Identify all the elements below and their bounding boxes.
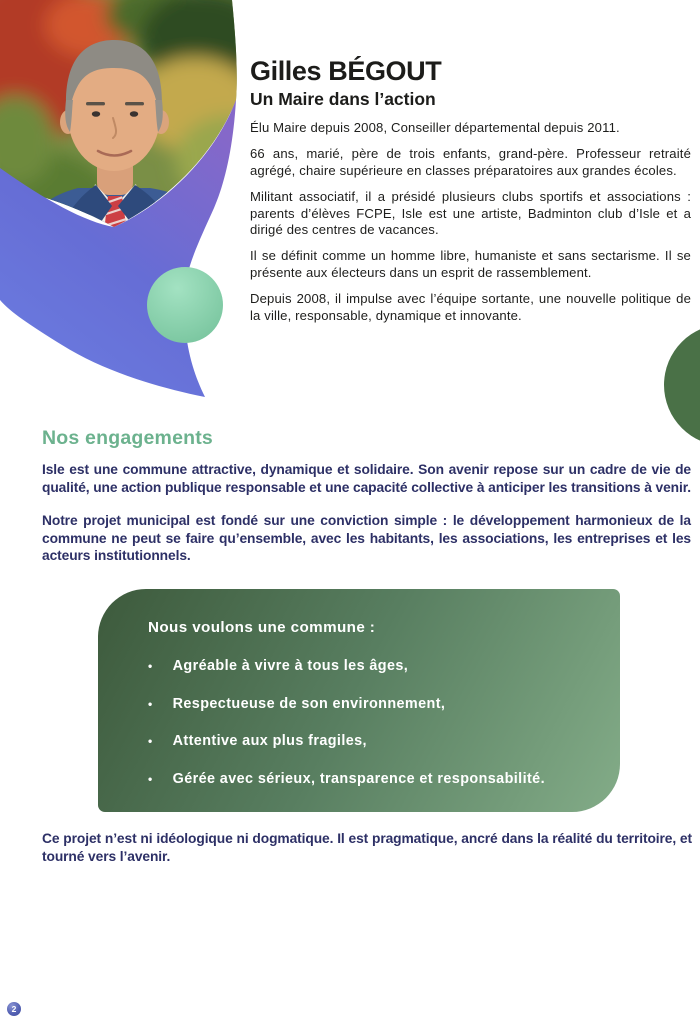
page-number-badge: 2 — [7, 1002, 21, 1016]
commune-goals-box — [98, 589, 620, 812]
header-block — [250, 56, 441, 109]
engagements-section — [42, 461, 691, 581]
commune-goals-heading: Nous voulons une commune : — [148, 619, 376, 636]
section-heading-engagements: Nos engagements — [42, 427, 213, 449]
list-item — [148, 695, 582, 714]
bullet-icon: • — [148, 696, 153, 711]
bio-paragraph: 66 ans, marié, père de trois enfants, grand-père. Professeur retraité agrégé, chaire supérieure en classes préparatoires aux grandes écoles. — [250, 146, 691, 178]
closing-section — [42, 830, 692, 865]
bullet-icon: • — [148, 771, 153, 786]
list-item — [148, 657, 582, 676]
portrait-photo — [0, 0, 260, 440]
bio-paragraph: Il se définit comme un homme libre, humaniste et sans sectarisme. Il se présente aux électeurs dans un esprit de rassemblement. — [250, 248, 691, 280]
mint-circle — [147, 267, 223, 343]
page-subtitle: Un Maire dans l’action — [250, 89, 436, 109]
bio-paragraph: Élu Maire depuis 2008, Conseiller départemental depuis 2011. — [250, 120, 620, 135]
list-item — [148, 732, 582, 751]
list-item-label: Respectueuse de son environnement, — [172, 695, 446, 712]
list-item-label: Gérée avec sérieux, transparence et responsabilité. — [172, 770, 545, 787]
engagements-paragraph: Isle est une commune attractive, dynamique et solidaire. Son avenir repose sur un cadre de vie de qualité, une action publique responsable et une capacité collective à anticiper les transitions à venir. — [42, 462, 691, 495]
bio-paragraph: Militant associatif, il a présidé plusieurs clubs sportifs et associations : parents d’élèves FCPE, Isle est une artiste, Badminton club d’Isle et a dirigé des centres de vacances. — [250, 189, 691, 238]
green-circle-decoration — [664, 324, 700, 446]
list-item-label: Agréable à vivre à tous les âges, — [172, 658, 409, 674]
engagements-paragraph: Notre projet municipal est fondé sur une conviction simple : le développement harmonieux de la commune ne peut se faire qu’ensemble, avec les habitants, les associations, les entreprises et les acteurs institutionnels. — [42, 513, 691, 563]
list-item — [148, 770, 582, 789]
bio-paragraph: Depuis 2008, il impulse avec l’équipe sortante, une nouvelle politique de la ville, responsable, dynamique et innovante. — [250, 291, 691, 323]
bio-section — [250, 120, 691, 334]
bullet-icon: • — [148, 659, 153, 673]
commune-goals-list — [148, 657, 582, 788]
list-item-label: Attentive aux plus fragiles, — [172, 733, 367, 749]
bullet-icon: • — [148, 734, 153, 748]
closing-paragraph: Ce projet n’est ni idéologique ni dogmatique. Il est pragmatique, ancré dans la réalité du territoire, et tourné vers l’avenir. — [42, 831, 692, 864]
page-title: Gilles BÉGOUT — [250, 56, 442, 86]
